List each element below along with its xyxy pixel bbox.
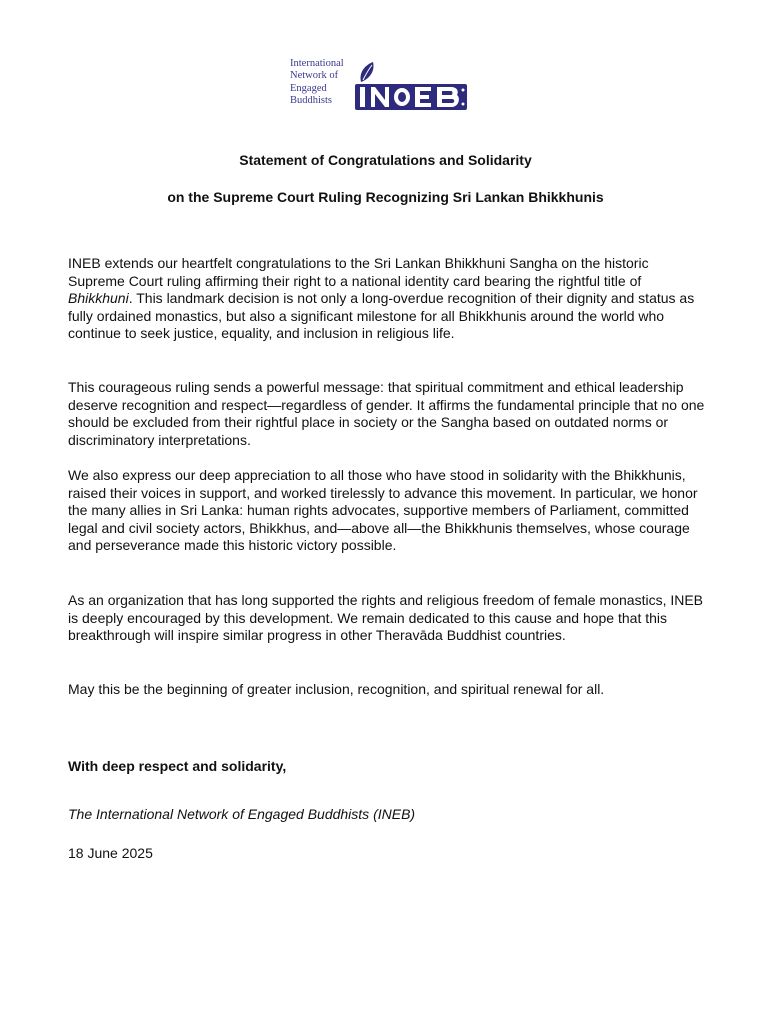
paragraph-4: As an organization that has long supported the rights and religious freedom of female monastics, INEB is deeply encouraged by this development. We remain dedicated to this cause and hope that this breakthrough will inspire similar progress in other Theravāda Buddhist countries. — [68, 592, 704, 644]
closing-line: With deep respect and solidarity, — [68, 758, 287, 774]
logo-line: International — [290, 58, 344, 69]
paragraph-3: We also express our deep appreciation to all those who have stood in solidarity with the Bhikkhunis, raised their voices in support, and worked tirelessly to advance this movement. In particular, we honor the many allies in Sri Lanka: human rights advocates, supportive members of Parliament, committed legal and civil society actors, Bhikkhus, and—above all—the Bhikkhunis themselves, whose courage and perseverance made this historic victory possible. — [68, 467, 698, 554]
paragraph-2: This courageous ruling sends a powerful message: that spiritual commitment and ethical leadership deserve recognition and respect—regardless of gender. It affirms the fundamental principle that no one should be excluded from their rightful place in society or the Sangha based on outdated norms or discriminatory interpretations. — [68, 379, 705, 448]
paragraph-5: May this be the beginning of greater inclusion, recognition, and spiritual renewal for all. — [68, 681, 605, 697]
statement-date: 18 June 2025 — [68, 845, 153, 861]
bhikkhuni-term: Bhikkhuni — [68, 290, 129, 307]
paragraph-1 — [68, 255, 708, 343]
paragraph-1-end: . This landmark decision is not only a long-overdue recognition of their dignity and status as fully ordained monastics, but also a significant milestone for all Bhikkhunis around the world who continue to seek justice, equality, and inclusion in religious life. — [68, 290, 695, 342]
statement-title: Statement of Congratulations and Solidarity — [239, 152, 532, 168]
paragraph-1-start: INEB extends our heartfelt congratulations to the Sri Lankan Bhikkhuni Sangha on the historic Supreme Court ruling affirming their right to a national identity card bearing the rightful title of — [68, 255, 649, 289]
signature: The International Network of Engaged Buddhists (INEB) — [68, 806, 416, 822]
logo-line: Buddhists — [290, 95, 333, 107]
statement-subtitle: on the Supreme Court Ruling Recognizing Sri Lankan Bhikkhunis — [167, 189, 604, 205]
logo-wordmark — [290, 58, 344, 108]
logo-line: Network of — [290, 70, 339, 82]
bodhi-leaf-icon — [361, 62, 374, 82]
ineb-logo — [290, 58, 470, 114]
logo-mark — [351, 60, 469, 114]
logo-line: Engaged — [290, 82, 327, 94]
